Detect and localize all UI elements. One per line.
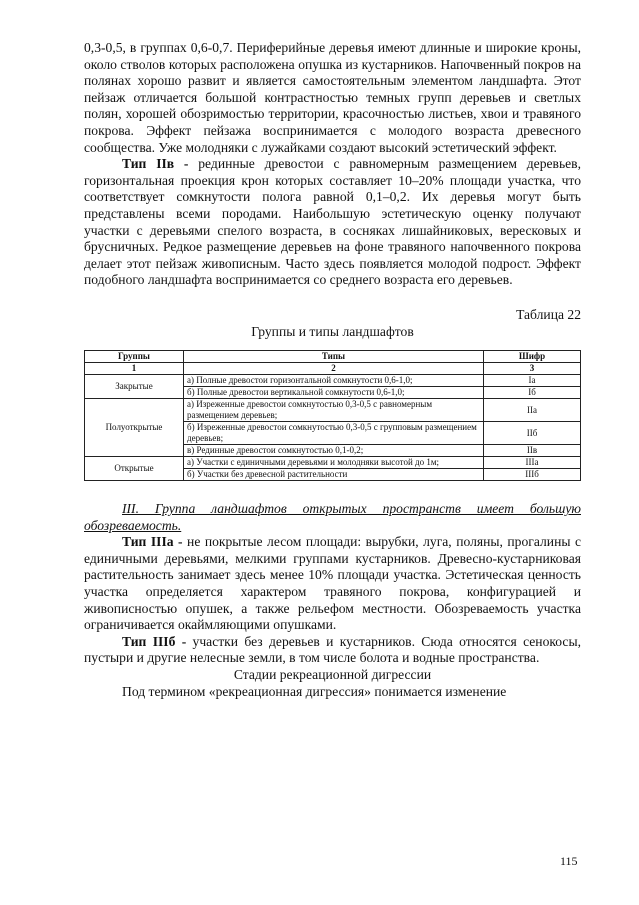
table-title: Группы и типы ландшафтов [251, 323, 414, 339]
column-number: 1 [85, 363, 184, 375]
type-cell: а) Полные древостои горизонтальной сомкнутости 0,6-1,0; [184, 375, 484, 387]
paragraph-text: не покрытые лесом площади: вырубки, луга, поляны, прогалины с единичными деревьями, мелкими группами кустарников. Древесно-кустарниковая растительность занимает здесь менее 10% площади участка. Эстетическая ценность участка определяется характером травяного покрова, конфигурацией и живописностью опушек, а также рельефом местности. Обозреваемость участка ограничивается окаймляющими опушками. [84, 534, 581, 633]
landscape-table [84, 350, 581, 481]
table-row [85, 375, 581, 387]
header-groups: Группы [85, 351, 184, 363]
paragraph-1: 0,3-0,5, в группах 0,6-0,7. Периферийные деревья имеют длинные и широкие кроны, около стволов которых расположена опушка из кустарников. Напочвенный покров на полянах хорошо развит и является самостоятельным элементом ландшафта. Этот пейзаж отличается большой контрастностью темных групп деревьев и светлых полян, хорошей обозримостью территории, красочностью листьев, хвои и травяного покрова. Эффект пейзажа воспринимается с молодого возраста древесного сообщества. Уже молодняки с лужайками создают высокий эстетический эффект. [84, 40, 581, 155]
type-cell: б) Участки без древесной растительности [184, 469, 484, 481]
code-cell: IIIа [484, 457, 581, 469]
section-title: Стадии рекреационной дигрессии [233, 667, 432, 683]
type-label: Тип IIIб - [122, 633, 187, 649]
code-cell: IIб [484, 422, 581, 445]
code-cell: IIа [484, 399, 581, 422]
type-cell: а) Изреженные древостои сомкнутостью 0,3-0,5 с равномерным размещением деревьев; [184, 399, 484, 422]
paragraph-text: рединные древостои с равномерным размещением деревьев, горизонтальная проекция крон которых составляет 10–20% площади участка, что соответствует сомкнутости полога равной 0,1–0,2. Их деревья могут быть представлены всеми породами. Наибольшую эстетическую оценку получают участки с деревьями спелого возраста, в сосняках лишайниковых, вересковых и брусничных. Редкое размещение деревьев на фоне травяного напочвенного покрова делает этот пейзаж живописным. Часто здесь появляется молодой подрост. Эффект подобного ландшафта воспринимается со среднего возраста его деревьев. [84, 156, 581, 288]
type-cell: а) Участки с единичными деревьями и молодняки высотой до 1м; [184, 457, 484, 469]
table-row [85, 457, 581, 469]
document-page [84, 40, 581, 700]
table-row [85, 399, 581, 422]
type-cell: б) Изреженные древостои сомкнутостью 0,3-0,5 с групповым размещением деревьев; [184, 422, 484, 445]
header-types: Типы [184, 351, 484, 363]
group-cell: Закрытые [85, 375, 184, 399]
type-cell: в) Рединные древостои сомкнутостью 0,1-0,2; [184, 445, 484, 457]
column-number: 2 [184, 363, 484, 375]
group-cell: Полуоткрытые [85, 399, 184, 457]
type-cell: б) Полные древостои вертикальной сомкнутости 0,6-1,0; [184, 387, 484, 399]
code-cell: IIIб [484, 469, 581, 481]
code-cell: IIв [484, 445, 581, 457]
code-cell: Iб [484, 387, 581, 399]
type-label: Тип IIIа - [122, 534, 183, 550]
page-number: 115 [560, 854, 578, 868]
paragraph-digression: Под термином «рекреационная дигрессия» понимается изменение [122, 683, 507, 699]
section-heading-group-3: III. Группа ландшафтов открытых пространств имеет большую обозреваемость. [84, 501, 581, 533]
paragraph-type-3a [84, 534, 581, 634]
code-cell: Iа [484, 375, 581, 387]
paragraph-type-3b [84, 634, 581, 667]
table-label: Таблица 22 [516, 306, 581, 322]
column-number: 3 [484, 363, 581, 375]
header-code: Шифр [484, 351, 581, 363]
paragraph-text: участки без деревьев и кустарников. Сюда относятся сенокосы, пустыри и другие нелесные земли, в том числе болота и водные пространства. [84, 633, 581, 666]
group-cell: Открытые [85, 457, 184, 481]
paragraph-type-2v [84, 156, 581, 289]
type-label: Тип IIв - [122, 156, 189, 172]
